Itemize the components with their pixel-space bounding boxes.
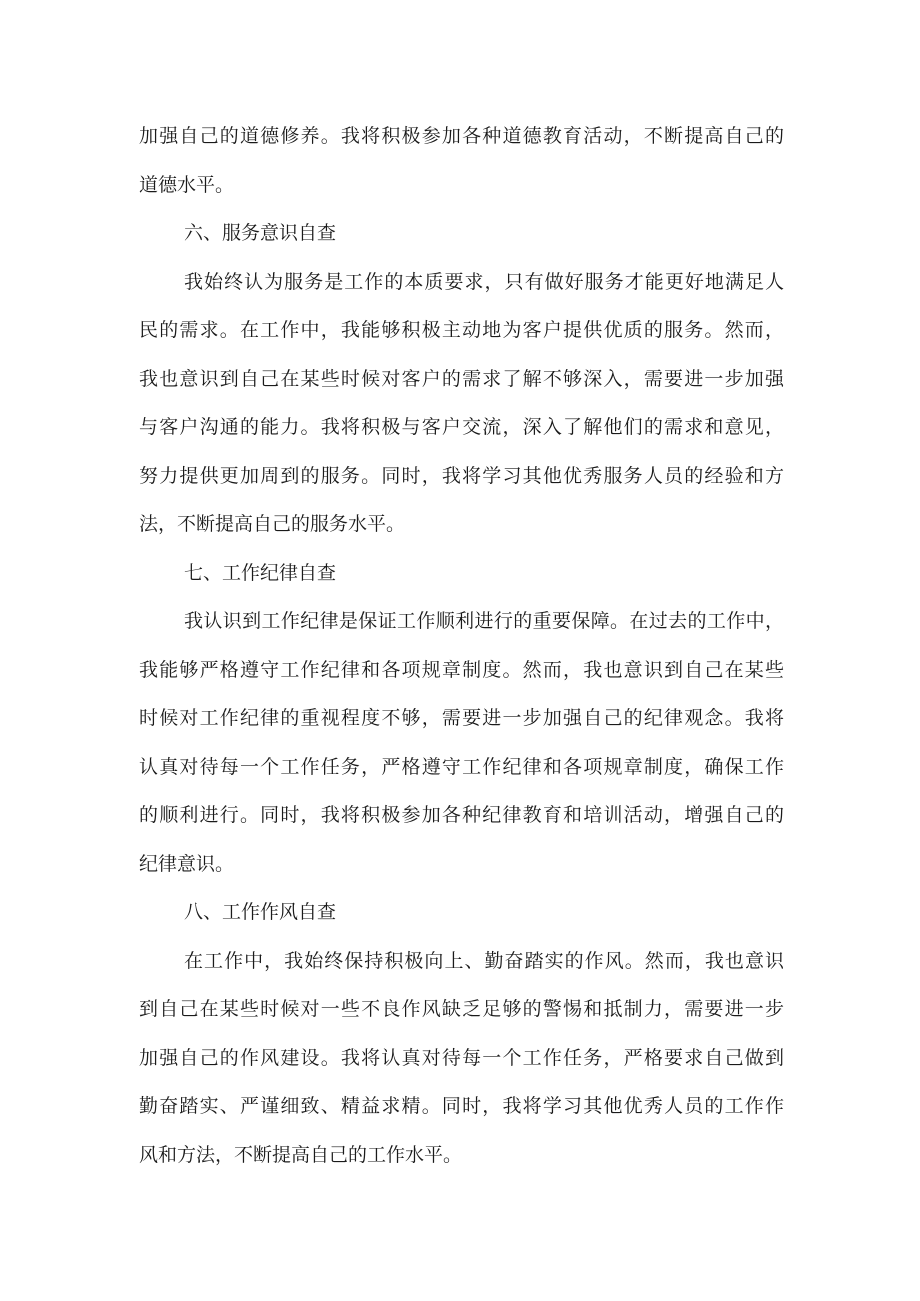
document-body [139, 112, 784, 1179]
paragraph-line: 在工作中，我始终保持积极向上、勤奋踏实的作风。然而，我也意识 [184, 949, 784, 972]
paragraph-line: 勤奋踏实、严谨细致、精益求精。同时，我将学习其他优秀人员的工作作 [139, 1095, 784, 1117]
paragraph-line: 道德水平。 [139, 173, 235, 196]
paragraph-line: 风和方法，不断提高自己的工作水平。 [139, 1143, 463, 1166]
paragraph-line: 加强自己的作风建设。我将认真对待每一个工作任务，严格要求自己做到 [139, 1046, 784, 1069]
paragraph-line: 认真对待每一个工作任务，严格遵守工作纪律和各项规章制度，确保工作 [139, 755, 784, 778]
paragraph-line: 纪律意识。 [139, 852, 235, 875]
section-heading-work-discipline: 七、工作纪律自查 [184, 561, 337, 584]
paragraph-line: 的顺利进行。同时，我将积极参加各种纪律教育和培训活动，增强自己的 [139, 804, 784, 826]
section-heading-service-awareness: 六、服务意识自查 [184, 222, 337, 244]
paragraph-line: 时候对工作纪律的重视程度不够，需要进一步加强自己的纪律观念。我将 [139, 707, 784, 729]
paragraph-line: 与客户沟通的能力。我将积极与客户交流，深入了解他们的需求和意见， [139, 416, 784, 438]
paragraph-line: 我认识到工作纪律是保证工作顺利进行的重要保障。在过去的工作中， [184, 610, 784, 632]
paragraph-line: 法，不断提高自己的服务水平。 [139, 513, 406, 535]
paragraph-line: 我始终认为服务是工作的本质要求，只有做好服务才能更好地满足人 [184, 270, 784, 293]
paragraph-line: 加强自己的道德修养。我将积极参加各种道德教育活动，不断提高自己的 [139, 125, 784, 147]
paragraph-line: 努力提供更加周到的服务。同时，我将学习其他优秀服务人员的经验和方 [139, 464, 784, 487]
paragraph-line: 我能够严格遵守工作纪律和各项规章制度。然而，我也意识到自己在某些 [139, 658, 784, 681]
section-heading-work-style: 八、工作作风自查 [184, 901, 337, 923]
paragraph-line: 到自己在某些时候对一些不良作风缺乏足够的警惕和抵制力，需要进一步 [139, 998, 784, 1020]
paragraph-line: 民的需求。在工作中，我能够积极主动地为客户提供优质的服务。然而， [139, 319, 784, 341]
paragraph-line: 我也意识到自己在某些时候对客户的需求了解不够深入，需要进一步加强 [139, 367, 784, 390]
